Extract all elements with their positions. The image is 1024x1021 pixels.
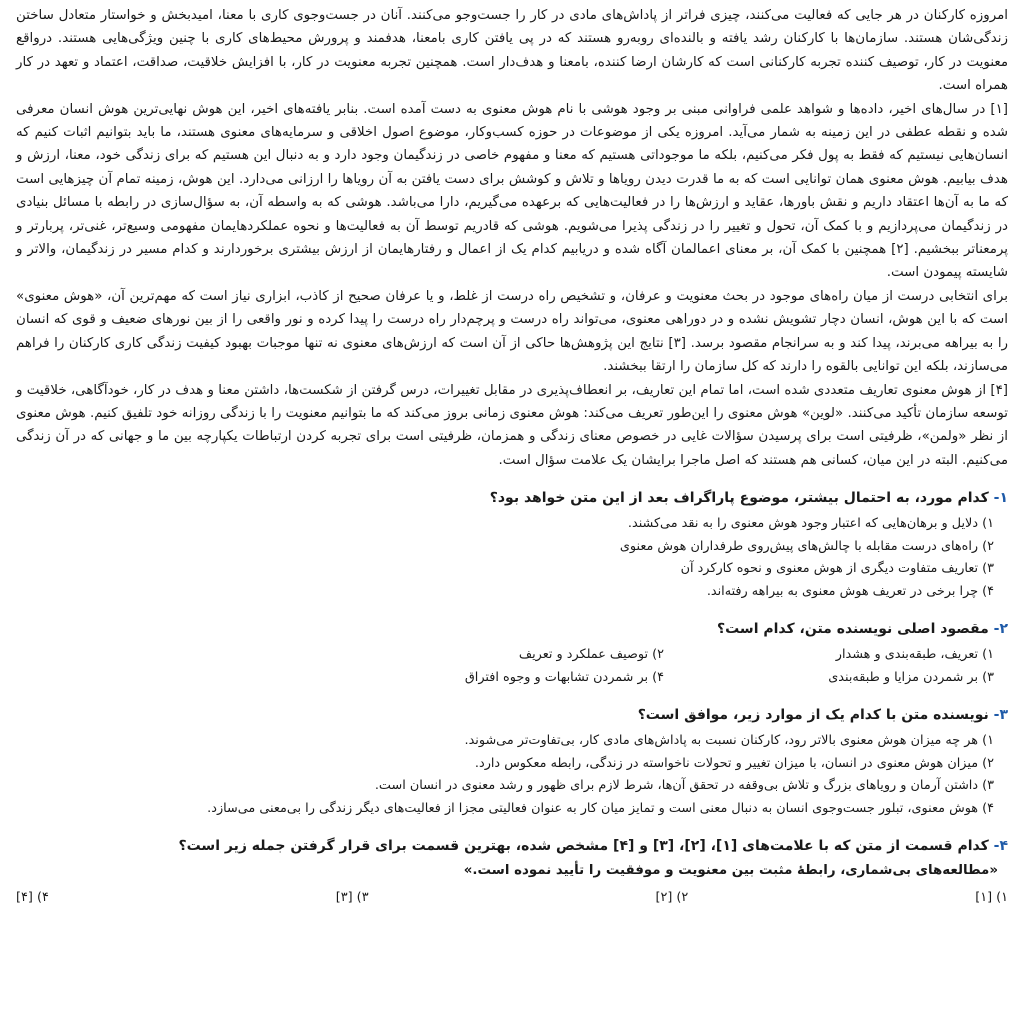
question-3-option-1[interactable]: ۱) هر چه میزان هوش معنوی بالاتر رود، کارکنان نسبت به پاداش‌های مادی کار، بی‌تفاوت‌تر می‌شوند.	[464, 733, 994, 749]
question-3-text: نویسنده متن با کدام یک از موارد زیر، موافق است؟	[637, 707, 989, 724]
question-4-stem	[16, 834, 1008, 858]
question-2-option-1[interactable]: ۱) تعریف، طبقه‌بندی و هشدار	[835, 647, 994, 663]
question-4-options	[16, 887, 1008, 910]
question-4-number: ۴-	[993, 838, 1008, 855]
question-3-option-2[interactable]: ۲) میزان هوش معنوی در انسان، با میزان تغییر و تحولات ناخواسته در زندگی، رابطه معکوس دارد.	[474, 755, 994, 771]
question-1-option-3[interactable]: ۳) تعاریف متفاوت دیگری از هوش معنوی و نحوه کارکرد آن	[680, 561, 994, 577]
question-1-option-2[interactable]: ۲) راه‌های درست مقابله با چالش‌های پیش‌روی طرفداران هوش معنوی	[619, 538, 994, 554]
reading-passage	[16, 4, 1008, 472]
question-2-option-4[interactable]: ۴) بر شمردن تشابهات و وجوه افتراق	[464, 669, 664, 685]
question-2-options	[354, 644, 1008, 689]
question-1-option-4[interactable]: ۴) چرا برخی در تعریف هوش معنوی به بیراهه رفته‌اند.	[706, 583, 994, 599]
question-2-option-3[interactable]: ۳) بر شمردن مزایا و طبقه‌بندی	[828, 669, 994, 685]
question-4-option-2[interactable]: ۲) [۲]	[655, 890, 689, 906]
question-4-text: کدام قسمت از متن که با علامت‌های [۱]، [۲]، [۳] و [۴] مشخص شده، بهترین قسمت برای قرار گرفتن جمله زیر است؟	[178, 838, 989, 855]
question-1-number: ۱-	[993, 490, 1008, 507]
question-2-stem	[16, 617, 1008, 641]
question-4-option-1[interactable]: ۱) [۱]	[975, 890, 1008, 906]
question-3-option-4[interactable]: ۴) هوش معنوی، تبلور جست‌وجوی انسان به دنبال معنی است و تمایز میان کار به عنوان فعالیتی مجزا از فعالیت‌های دیگر زندگی را بی‌معنی می‌سازد.	[207, 800, 994, 816]
question-1-options	[16, 513, 1008, 603]
passage-paragraph-3: برای انتخابی درست از میان راه‌های موجود در بحث معنویت و عرفان، و تشخیص راه درست از غلط، و یا عرفان صحیح از کاذب، ابزاری نیاز است که مهم‌ترین آن، «هوش معنوی» است که با این هوش، انسان دچار تشویش نشده و در دوراهی معنوی، می‌تواند راه درست و پرچم‌دار راه درست را پیدا کرده و نور واقعی را از بین نورهای ضعیف و قوی که انسان را به بیراهه می‌برند، پیدا کند و به سرانجام مقصود برسد. [۳] نتایج این پژوهش‌ها حاکی از آن است که ارزش‌های معنوی نه تنها موجبات بهبود کیفیت زندگی کاری کارکنان را فراهم می‌سازند، بلکه این توانایی بالقوه را دارند که کل سازمان را ارتقا ببخشند.	[16, 288, 1009, 375]
question-1-stem	[16, 486, 1008, 510]
question-4-option-4[interactable]: ۴) [۴]	[16, 890, 49, 906]
question-4	[16, 834, 1008, 910]
question-2-text: مقصود اصلی نویسنده متن، کدام است؟	[716, 621, 989, 638]
passage-paragraph-4: [۴] از هوش معنوی تعاریف متعددی شده است، اما تمام این تعاریف، بر انعطاف‌پذیری در مقابل تغییرات، درس گرفتن از شکست‌ها، داشتن معنا و هدف در کار، خودآگاهی، خلاقیت و توسعه سازمان تأکید می‌کنند. «لوین» هوش معنوی را این‌طور تعریف می‌کند: هوش معنوی زمانی بروز می‌کند که ما بتوانیم معنویت را با زندگی روزانه خود تلفیق کنیم. هوش معنوی از نظر «ولمن»، ظرفیتی است برای پرسیدن سؤالات غایی در خصوص معنای زندگی و همزمان، ظرفیتی است برای تجربه کردن ارتباطات یکپارچه بین ما و جهانی که در آن زندگی می‌کنیم. البته در این میان، کسانی هم هستند که اصل ماجرا برایشان یک علامت سؤال است.	[16, 382, 1008, 468]
question-3-option-3[interactable]: ۳) داشتن آرمان و رویاهای بزرگ و تلاش بی‌وقفه در تحقق آن‌ها، شرط لازم برای ظهور و رشد معنوی در انسان است.	[374, 778, 994, 794]
question-1	[16, 486, 1008, 603]
question-4-option-3[interactable]: ۳) [۳]	[335, 890, 369, 906]
question-3-options	[16, 730, 1008, 820]
question-2-option-2[interactable]: ۲) توصیف عملکرد و تعریف	[518, 647, 664, 663]
question-3-stem	[16, 703, 1008, 727]
question-1-option-1[interactable]: ۱) دلایل و برهان‌هایی که اعتبار وجود هوش معنوی را به نقد می‌کشند.	[627, 516, 994, 532]
question-2	[16, 617, 1008, 689]
question-3-number: ۳-	[993, 707, 1008, 724]
question-1-text: کدام مورد، به احتمال بیشتر، موضوع پاراگراف بعد از این متن خواهد بود؟	[489, 490, 989, 507]
question-2-number: ۲-	[993, 621, 1008, 638]
question-4-quote: «مطالعه‌های بی‌شماری، رابطهٔ مثبت بین معنویت و موفقیت را تأیید نموده است.»	[463, 863, 998, 879]
question-3	[16, 703, 1008, 820]
passage-paragraph-2: [۱] در سال‌های اخیر، داده‌ها و شواهد علمی فراوانی مبنی بر وجود هوشی با نام هوش معنوی به دست آمده است. بنابر یافته‌های اخیر، این هوش نهایی‌ترین هوش انسان معرفی شده و نقطه عطفی در این زمینه به شمار می‌آید. امروزه یکی از موضوعات در حوزه کسب‌وکار، موضوع اصول اخلاقی و سرمایه‌های معنوی هستند، ما باید بتوانیم اثبات کنیم که انسان‌هایی نیستیم که فقط به پول فکر می‌کنیم، بلکه ما موجوداتی هستیم که معنا و مفهوم خاصی در زندگیمان وجود دارد و به دنبال این هستیم که برای زندگی خود، معنا، ارزش و هدف بیابیم. هوش معنوی همان توانایی است که به ما قدرت دیدن رویاها و تلاش و کوشش برای دست یافتن به آن رویاها را ارزانی می‌دارد. این هوش، زمینه تمام آن چیزهایی است که ما به آن‌ها اعتقاد داریم و نقش باورها، عقاید و ارزش‌ها را در فعالیت‌هایی که برعهده می‌گیریم، دارا می‌باشد. هوشی که به واسطه آن، به سؤال‌سازی در رابطه با مسائل بنیادی در زندگیمان می‌پردازیم و با کمک آن، تحول و تغییر را در زندگی پذیرا می‌شویم. هوشی که قادریم توسط آن به فعالیت‌ها و نحوه عملکردهایمان مفهومی وسیع‌تر، غنی‌تر، پربارتر و پرمعناتر ببخشیم. [۲] همچنین با کمک آن، بر معنای اعمالمان آگاه شده و دریابیم کدام یک از اعمال و رفتارهایمان از ارزش بیشتری برخوردارند و کدام مسیر در زندگیمان، والاتر و شایسته پیمودن است.	[16, 101, 1008, 281]
passage-paragraph-1: امروزه کارکنان در هر جایی که فعالیت می‌کنند، چیزی فراتر از پاداش‌های مادی در کار را جست‌وجو می‌کنند. آنان در جست‌وجوی کاری با معنا، امیدبخش و خواستار متعادل ساختن زندگی‌شان هستند. سازمان‌ها با کارکنان رشد یافته و بالنده‌ای روبه‌رو هستند که در پی یافتن کاری بامعنا، هدفمند و پرورش محیط‌های کاری با چنین ویژگی‌هایی هستند. درواقع معنویت در کار، توصیف کننده تجربه کارکنانی است که کارشان ارضا کننده، بامعنا و هدف‌دار است. همچنین تجربه معنویت در کار، با افزایش خلاقیت، صداقت، اعتماد و تعهد در کار همراه است.	[16, 8, 1008, 94]
